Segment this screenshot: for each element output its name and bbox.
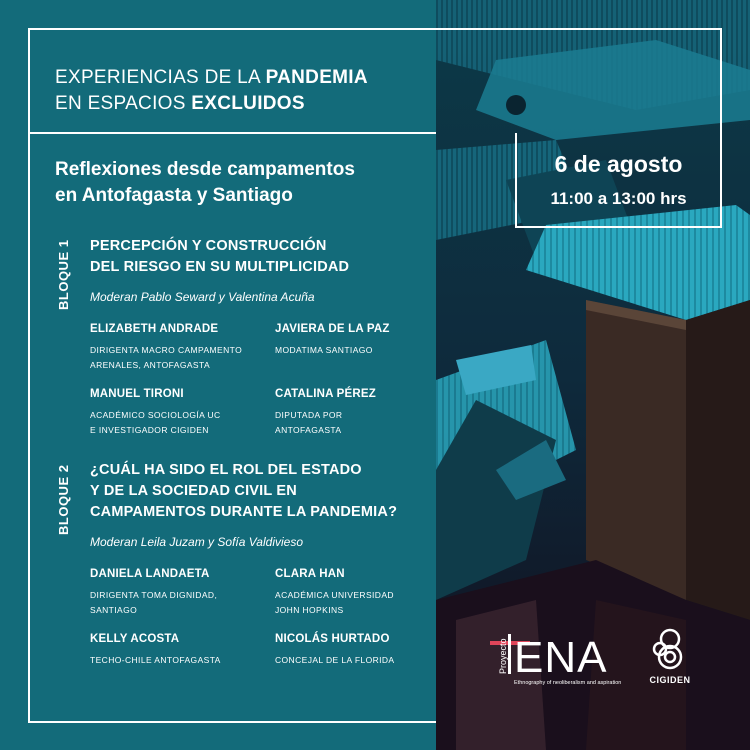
subtitle-line-1: Reflexiones desde campamentos — [55, 159, 355, 180]
subtitle-line-2: en Antofagasta y Santiago — [55, 185, 293, 206]
frame-bottom — [28, 721, 436, 723]
bloque-2-title: ¿CUÁL HA SIDO EL ROL DEL ESTADO Y DE LA SOCIEDAD CIVIL EN CAMPAMENTOS DURANTE LA PANDEMIA? — [90, 462, 398, 520]
speaker-name: JAVIERA DE LA PAZ — [275, 323, 390, 335]
speaker-role: DIRIGENTA MACRO CAMPAMENTO ARENALES, ANTOFAGASTA — [90, 345, 243, 370]
speaker-name: NICOLÁS HURTADO — [275, 633, 390, 645]
speaker-role: DIPUTADA POR ANTOFAGASTA — [275, 410, 343, 435]
bloque-1-title: PERCEPCIÓN Y CONSTRUCCIÓN DEL RIESGO EN SU MULTIPLICIDAD — [90, 238, 350, 275]
bloque-2-label: BLOQUE 2 — [56, 464, 71, 535]
title-line-2: EN ESPACIOS EXCLUIDOS — [55, 93, 305, 114]
event-time: 11:00 a 13:00 hrs — [550, 189, 687, 208]
speaker-name: ELIZABETH ANDRADE — [90, 323, 219, 335]
speaker-role: MODATIMA SANTIAGO — [275, 345, 373, 355]
bloque-1-moderators: Moderan Pablo Seward y Valentina Acuña — [90, 290, 315, 304]
speaker-name: KELLY ACOSTA — [90, 633, 180, 645]
frame-left — [28, 133, 30, 723]
event-date: 6 de agosto — [554, 151, 683, 177]
ena-logo — [490, 628, 630, 688]
title-line-1: EXPERIENCIAS DE LA PANDEMIA — [55, 67, 368, 88]
bloque-1-label: BLOQUE 1 — [56, 239, 71, 310]
subtitle — [55, 157, 415, 209]
ena-tagline: Ethnography of neoliberalism and aspiration — [514, 680, 622, 686]
date-box — [515, 133, 722, 228]
cigiden-logo — [645, 625, 695, 695]
frame-divider — [28, 132, 436, 134]
speaker-name: MANUEL TIRONI — [90, 388, 184, 400]
ena-prefix: Proyecto — [498, 638, 508, 674]
speaker-role: ACADÉMICO SOCIOLOGÍA UC E INVESTIGADOR CIGIDEN — [90, 410, 221, 435]
bloque-2-moderators: Moderan Leila Juzam y Sofía Valdivieso — [90, 535, 303, 549]
speaker-role: CONCEJAL DE LA FLORIDA — [275, 655, 395, 665]
speaker-name: DANIELA LANDAETA — [90, 568, 210, 580]
speaker-role: TECHO-CHILE ANTOFAGASTA — [90, 655, 221, 665]
speaker-role: DIRIGENTA TOMA DIGNIDAD, SANTIAGO — [90, 590, 218, 615]
ena-word: ENA — [514, 633, 608, 682]
cigiden-icon — [645, 625, 695, 675]
cigiden-label: CIGIDEN — [649, 675, 691, 685]
speaker-role: ACADÉMICA UNIVERSIDAD JOHN HOPKINS — [275, 590, 394, 615]
speaker-name: CLARA HAN — [275, 568, 345, 580]
speaker-name: CATALINA PÉREZ — [275, 388, 376, 400]
